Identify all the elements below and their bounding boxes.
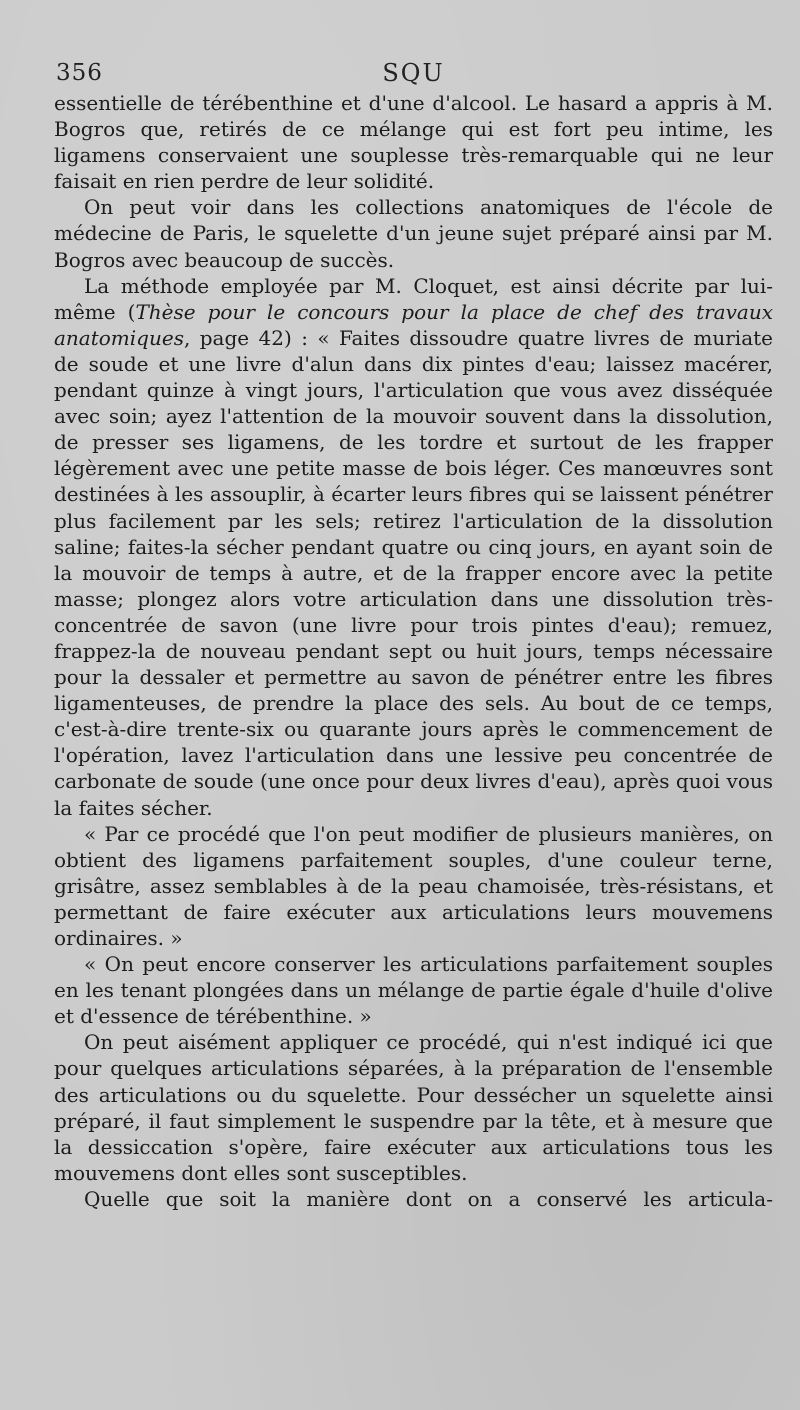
paragraph: [54, 1029, 773, 1186]
paragraph: [54, 273, 773, 821]
text-run: « Par ce procédé que l'on peut modifier de plusieurs manières, on obtient des ligamens parfaitement souples, d'une couleur terne, grisâtre, assez semblables à de la peau chamoisée, très-résistans, et permettant de faire exécuter aux articulations leurs mouvemens ordinaires. »: [54, 821, 773, 950]
italic-citation: Thèse pour le concours pour la place de chef des travaux anatomiques: [54, 299, 773, 350]
running-head: [54, 56, 773, 90]
text-run: essentielle de térébenthine et d'une d'alcool. Le hasard a appris à M. Bogros que, retirés de ce mélange qui est fort peu intime, les ligamens conservaient une souplesse très-remarquable qui ne leur faisait en rien perdre de leur solidité.: [54, 91, 773, 194]
text-run: , page 42) : « Faites dissoudre quatre livres de muriate de soude et une livre d'alun dans dix pintes d'eau; laissez macérer, pendant quinze à vingt jours, l'articulation que vous avez disséquée avec soin; ayez l'attention de la mouvoir souvent dans la dissolution, de presser ses ligamens, de les tordre et surtout de les frapper légèrement avec une petite masse de bois léger. Ces manœuvres sont destinées à les assouplir, à écarter leurs fibres qui se laissent pénétrer plus facilement par les sels; retirez l'articulation de la dissolution saline; faites-la sécher pendant quatre ou cinq jours, en ayant soin de la mouvoir de temps à autre, et de la frapper encore avec la petite masse; plongez alors votre articulation dans une dissolution très-concentrée de savon (une livre pour trois pintes d'eau); remuez, frappez-la de nouveau pendant sept ou huit jours, temps nécessaire pour la dessaler et permettre au savon de pénétrer entre les fibres ligamenteuses, de prendre la place des sels. Au bout de ce temps, c'est-à-dire trente-six ou quarante jours après le commencement de l'opération, lavez l'articulation dans une lessive peu concentrée de carbonate de soude (une once pour deux livres d'eau), après quoi vous la faites sécher.: [54, 325, 773, 820]
paragraph: [54, 821, 773, 951]
text-run: On peut aisément appliquer ce procédé, qui n'est indiqué ici que pour quelques articulations séparées, à la préparation de l'ensemble des articulations ou du squelette. Pour dessécher un squelette ainsi préparé, il faut simplement le suspendre par la tête, et à mesure que la dessiccation s'opère, faire exécuter aux articulations tous les mouvemens dont elles sont susceptibles.: [54, 1030, 773, 1185]
body-text: [54, 90, 773, 1212]
paragraph: [54, 1186, 773, 1212]
page-number: 356: [56, 60, 103, 86]
text-run: La méthode employée par M. Cloquet, est ainsi décrite par lui-même (: [54, 273, 773, 324]
paragraph: [54, 951, 773, 1029]
text-run: Quelle que soit la manière dont on a conservé les articula-: [84, 1186, 773, 1211]
paragraph: [54, 194, 773, 272]
text-run: On peut voir dans les collections anatomiques de l'école de médecine de Paris, le squelette d'un jeune sujet préparé ainsi par M. Bogros avec beaucoup de succès.: [54, 195, 773, 272]
text-run: « On peut encore conserver les articulations parfaitement souples en les tenant plongées dans un mélange de partie égale d'huile d'olive et d'essence de térébenthine. »: [54, 952, 773, 1029]
paragraph: [54, 90, 773, 194]
running-title: SQU: [382, 59, 445, 87]
